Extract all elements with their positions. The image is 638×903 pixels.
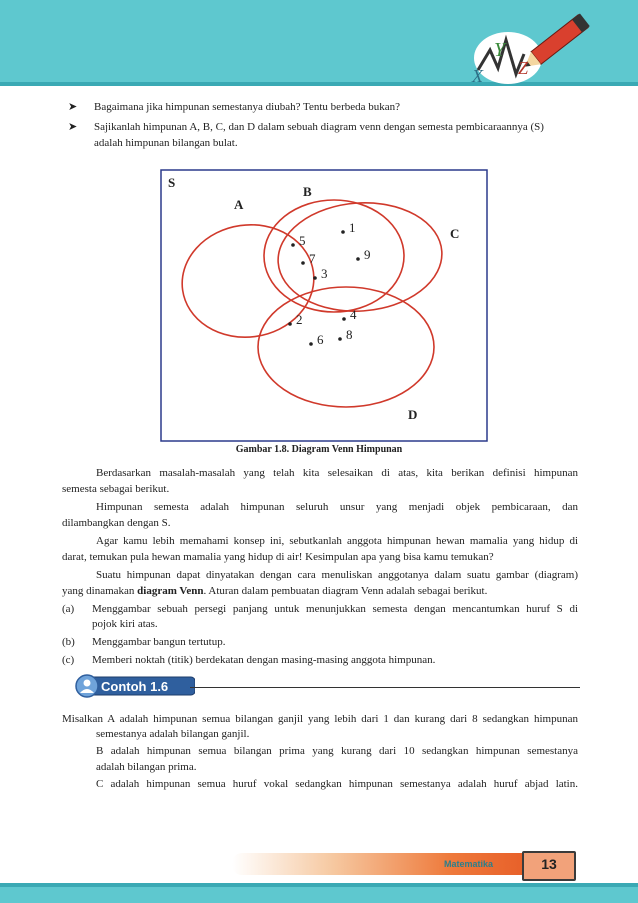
point-dot [291,243,295,247]
para-3-line-1: Agar kamu lebih memahami konsep ini, sebutkanlah anggota himpunan hewan mamalia yang hidup di [96,535,578,547]
point-dot [313,276,317,280]
point-dot [341,230,345,234]
rule-b-marker: (b) [62,636,75,648]
logo-x: X [472,66,483,86]
point-9: 9 [364,247,371,262]
set-b-ellipse [264,200,404,312]
point-1: 1 [349,220,356,235]
point-dot [356,257,360,261]
example-line-2: semestanya adalah bilangan ganjil. [96,728,250,740]
label-d: D [408,407,418,422]
venn-diagram [160,169,488,442]
rule-a-marker: (a) [62,603,75,615]
point-dot [338,337,342,341]
point-4: 4 [350,307,357,322]
para-1-line-1: Berdasarkan masalah-masalah yang telah kita selesaikan di atas, kita berikan definisi himpunan [96,467,578,479]
point-6: 6 [317,332,324,347]
footer-bar [0,887,638,903]
footer-subject: Matematika [444,859,494,869]
example-title: Contoh 1.6 [101,679,169,694]
para-3-line-2: darat, temukan pula hewan mamalia yang hidup di air! Kesimpulan apa yang bisa kamu temukan? [62,551,494,563]
point-dot [342,317,346,321]
rule-a-line-2: pojok kiri atas. [92,618,158,630]
bullet-2-text-cont: adalah himpunan bilangan bulat. [94,137,238,149]
rule-b-text: Menggambar bangun tertutup. [92,636,226,648]
point-5: 5 [299,233,306,248]
para-4-pre: yang dinamakan [62,585,138,597]
para-4-post: . Aturan dalam pembuatan diagram Venn adalah sebagai berikut. [203,585,488,597]
para-2-line-1: Himpunan semesta adalah himpunan seluruh unsur yang menjadi objek pembicaraan, dan [96,501,578,513]
point-8: 8 [346,327,353,342]
bullet-arrow-icon: ➤ [68,121,78,133]
example-heading-badge [75,674,195,698]
para-1-line-2: semesta sebagai berikut. [62,483,170,495]
label-a: A [234,197,244,212]
point-dot [288,322,292,326]
label-c: C [450,226,460,241]
bullet-arrow-icon: ➤ [68,101,78,113]
para-4-line-1: Suatu himpunan dapat dinyatakan dengan cara menuliskan anggotanya dalam suatu gambar (diagram) [96,569,578,581]
bullet-2-text: Sajikanlah himpunan A, B, C, dan D dalam sebuah diagram venn dengan semesta pembicaraannya (S) [94,121,544,133]
universe-rectangle [161,170,487,441]
point-2: 2 [296,312,303,327]
rule-a-line-1: Menggambar sebuah persegi panjang untuk menunjukkan semesta dengan mencantumkan huruf S di [92,603,578,615]
para-4-bold-term: diagram Venn [137,585,204,597]
logo-z: Z [518,58,529,78]
page-number: 13 [541,856,557,872]
bullet-1-text: Bagaimana jika himpunan semestanya diubah? Tentu berbeda bukan? [94,101,401,113]
para-4-line-2 [62,584,487,598]
point-dot [301,261,305,265]
xyz-pencil-logo [440,10,630,90]
set-d-ellipse [258,287,434,407]
logo-y: Y [494,39,506,61]
example-line-3: B adalah himpunan semua bilangan prima yang kurang dari 10 sedangkan himpunan semestanya [96,745,578,757]
point-3: 3 [321,266,328,281]
rule-c-marker: (c) [62,654,75,666]
para-2-line-2: dilambangkan dengan S. [62,517,171,529]
label-b: B [303,184,312,199]
point-dot [309,342,313,346]
point-7: 7 [309,251,316,266]
example-rule-line [190,687,580,688]
figure-caption: Gambar 1.8. Diagram Venn Himpunan [235,444,403,455]
label-s: S [168,175,176,190]
example-line-1: Misalkan A adalah himpunan semua bilangan ganjil yang lebih dari 1 dan kurang dari 8 sedangkan himpunan [62,713,578,725]
example-line-5: C adalah himpunan semua huruf vokal sedangkan himpunan semestanya adalah huruf abjad latin. [96,778,578,790]
set-c-ellipse [274,197,445,316]
example-line-4: adalah bilangan prima. [96,761,197,773]
rule-c-text: Memberi noktah (titik) berdekatan dengan masing-masing anggota himpunan. [92,654,436,666]
